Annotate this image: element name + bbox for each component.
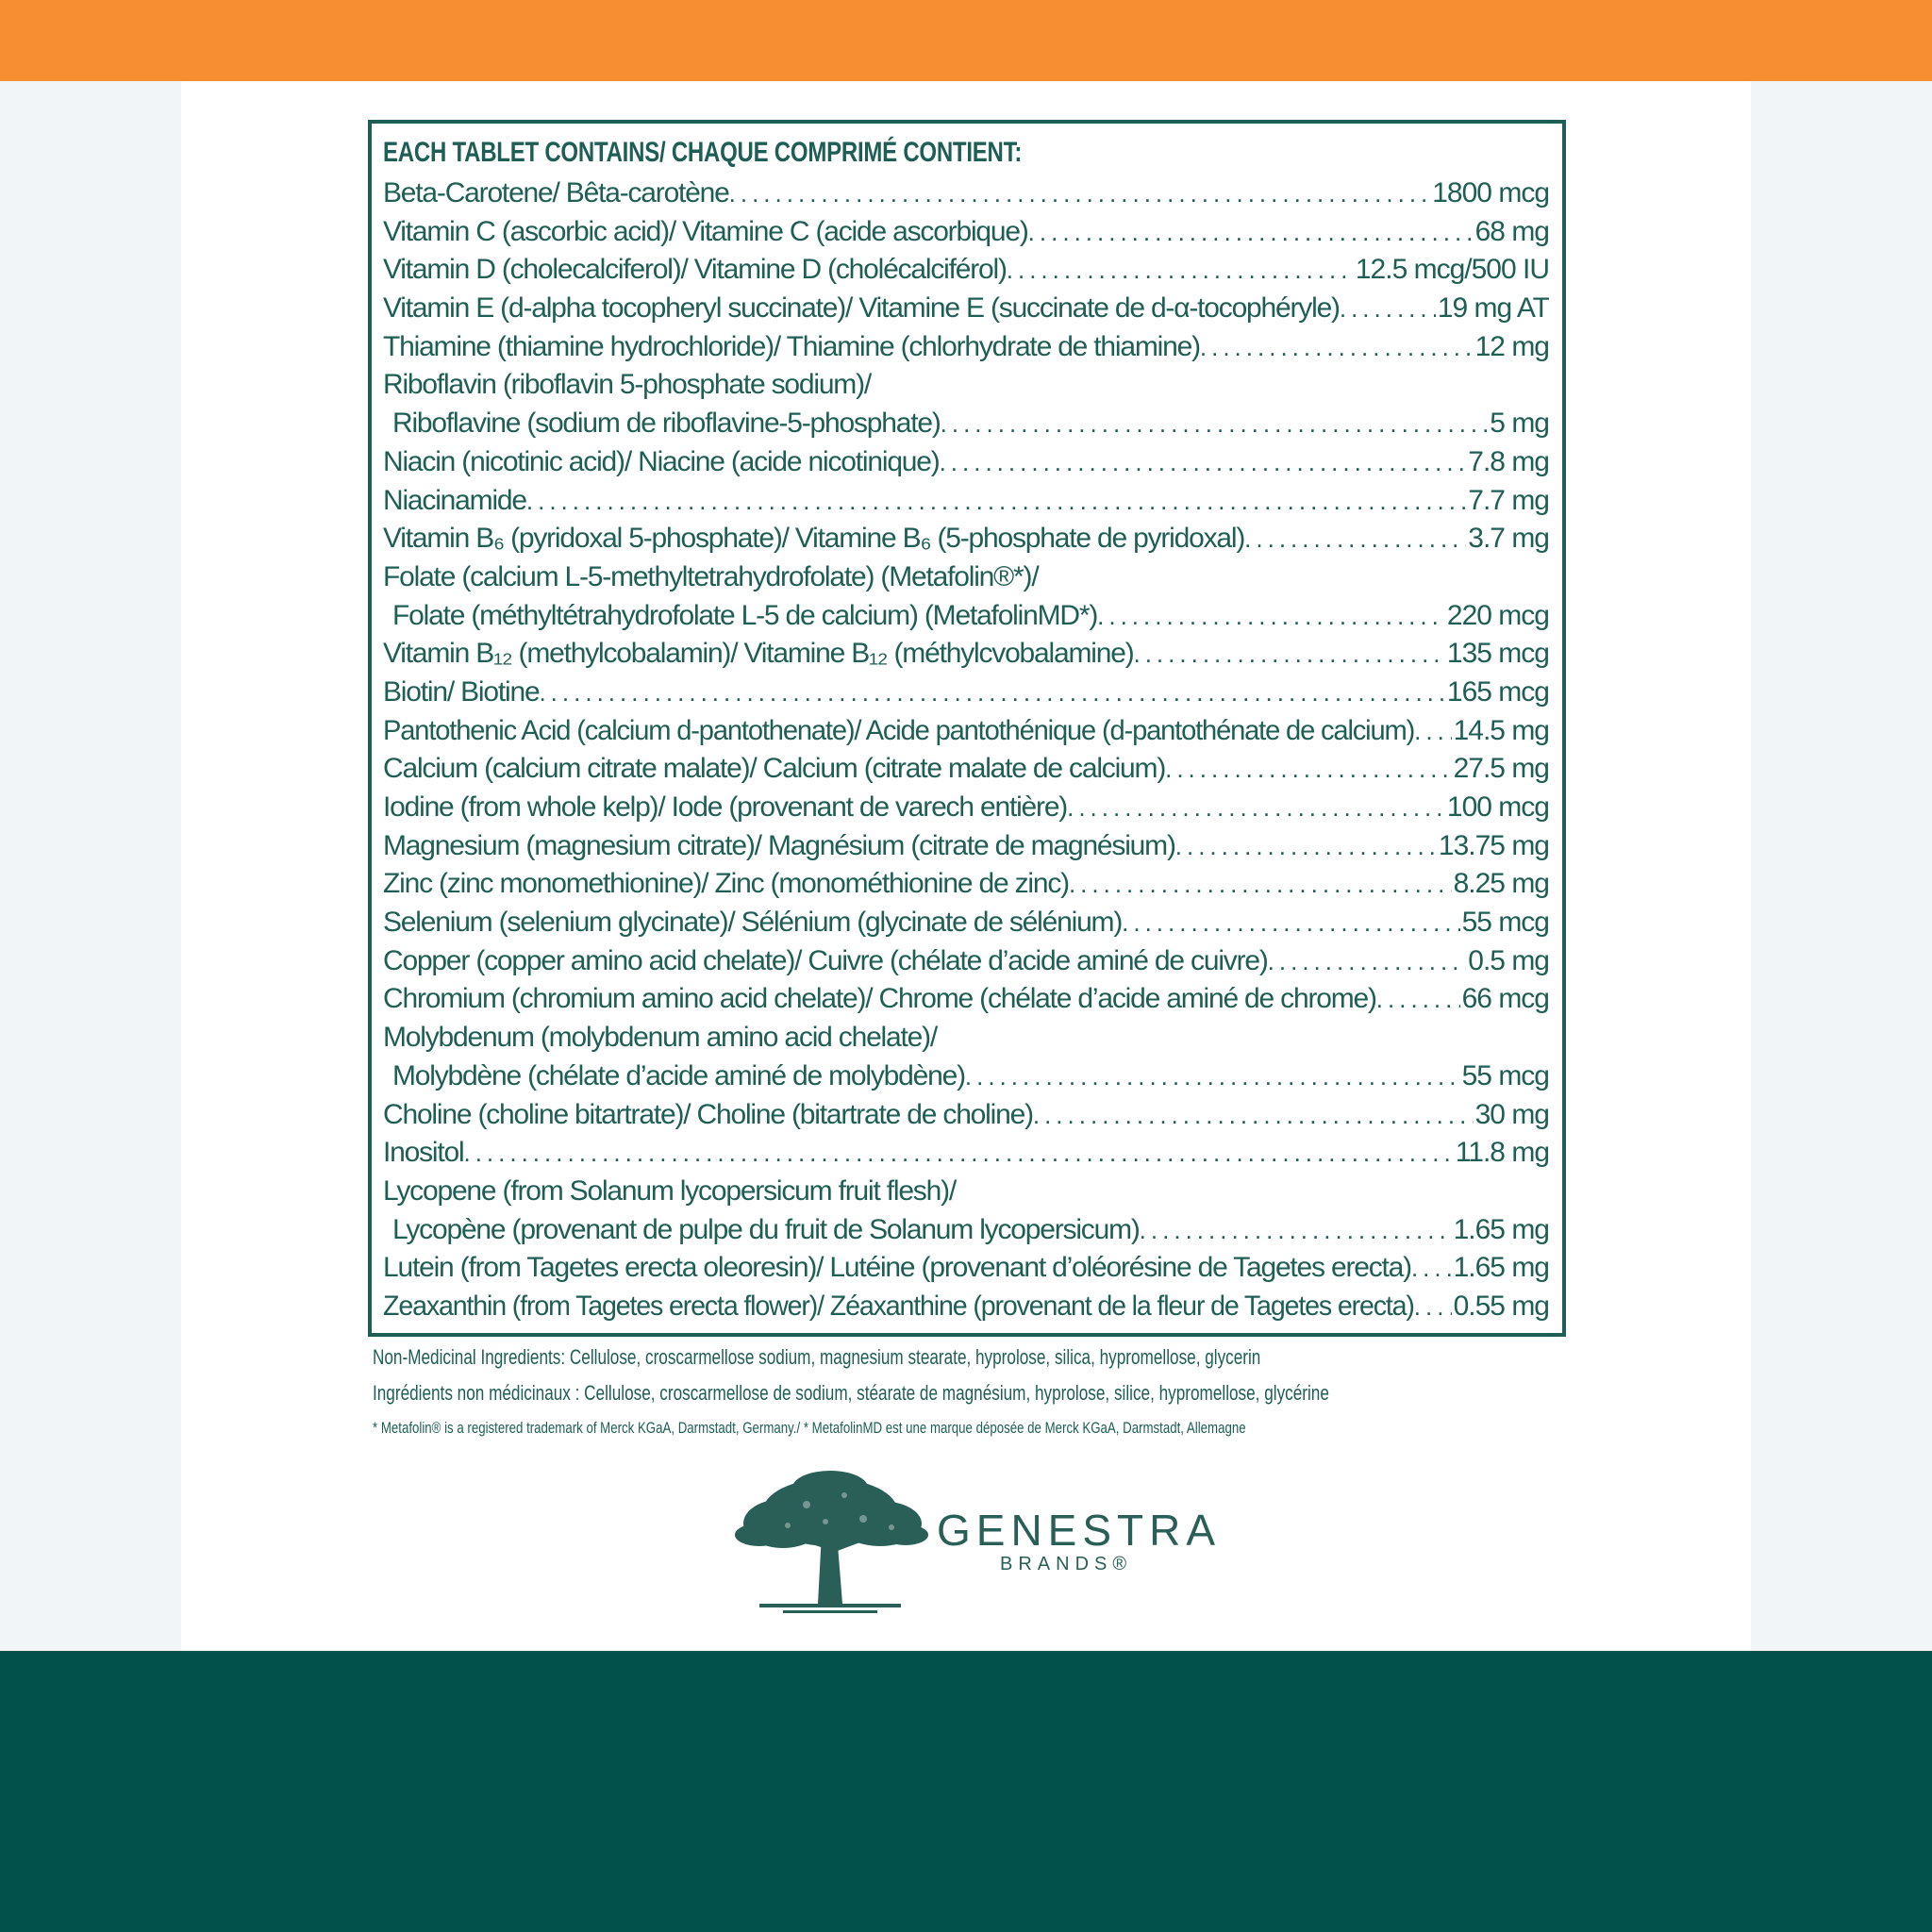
ingredient-row — [383, 213, 1549, 252]
ingredient-row — [383, 1019, 1549, 1058]
ingredient-amount: 100 mcg — [1446, 791, 1549, 823]
ingredient-amount: 19 mg AT — [1437, 292, 1549, 325]
dot-leader — [539, 674, 1444, 712]
ingredient-name: Niacinamide — [383, 484, 526, 516]
ingredient-row — [383, 980, 1549, 1019]
ingredient-name: Calcium (calcium citrate malate)/ Calcium (citrate malate de calcium) — [383, 753, 1166, 785]
ingredient-name: Lycopene (from Solanum lycopersicum fruit flesh)/ — [383, 1174, 957, 1207]
ingredient-name: Vitamin E (d-alpha tocopheryl succinate)/ Vitamine E (succinate de d-α-tocophéryle) — [383, 292, 1340, 325]
ingredient-name: Vitamin B₆ (pyridoxal 5-phosphate)/ Vitamine B₆ (5-phosphate de pyridoxal) — [383, 523, 1245, 555]
ingredient-row — [383, 1211, 1549, 1250]
dot-leader — [1175, 827, 1437, 866]
ingredient-row — [383, 251, 1549, 290]
dot-leader — [463, 1134, 1453, 1173]
ingredient-row — [383, 1096, 1549, 1135]
dot-leader — [1414, 1288, 1452, 1326]
ingredient-name: Zinc (zinc monomethionine)/ Zinc (monométhionine de zinc) — [383, 868, 1069, 900]
ingredient-amount: 135 mcg — [1446, 638, 1549, 670]
dot-leader — [941, 405, 1489, 443]
ingredient-amount: 7.8 mg — [1468, 445, 1549, 477]
ingredient-row — [383, 443, 1549, 482]
ingredient-name: Folate (méthyltétrahydrofolate L-5 de calcium) (MetafolinMD*) — [392, 599, 1098, 631]
ingredient-name: Molybdène (chélate d’acide aminé de molybdène) — [392, 1059, 965, 1091]
ingredient-row — [383, 674, 1549, 712]
ingredient-amount: 13.75 mg — [1438, 829, 1549, 861]
dot-leader — [526, 482, 1466, 521]
ingredient-row — [383, 750, 1549, 789]
ingredient-name: Pantothenic Acid (calcium d-pantothenate)/ Acide pantothénique (d-pantothénate de calcium) — [383, 714, 1415, 746]
ingredient-amount: 11.8 mg — [1455, 1137, 1549, 1169]
ingredient-row — [383, 904, 1549, 942]
ingredient-amount: 12.5 mcg/500 IU — [1355, 254, 1549, 286]
ingredient-name: Thiamine (thiamine hydrochloride)/ Thiamine (chlorhydrate de thiamine) — [383, 330, 1200, 362]
ingredient-amount: 30 mg — [1474, 1098, 1549, 1130]
ingredient-row — [383, 558, 1549, 597]
ingredient-name: Choline (choline bitartrate)/ Choline (bitartrate de choline) — [383, 1098, 1033, 1130]
footnotes — [373, 1340, 1580, 1445]
ingredient-row — [383, 712, 1549, 751]
ingredient-name: Vitamin C (ascorbic acid)/ Vitamine C (acide ascorbique) — [383, 215, 1028, 247]
ingredient-amount: 8.25 mg — [1453, 868, 1549, 900]
ingredient-row — [383, 1288, 1549, 1326]
ingredient-amount: 7.7 mg — [1468, 484, 1549, 516]
ingredient-amount: 27.5 mg — [1453, 753, 1549, 785]
ingredient-amount: 1.65 mg — [1453, 1252, 1549, 1284]
brand-wordmark: GENESTRA — [937, 1506, 1222, 1555]
ingredient-row — [383, 290, 1549, 328]
ingredient-amount: 55 mcg — [1461, 907, 1549, 939]
ingredient-amount: 12 mg — [1474, 330, 1549, 362]
ingredient-name: Magnesium (magnesium citrate)/ Magnésium (citrate de magnésium) — [383, 829, 1175, 861]
ingredient-name: Folate (calcium L-5-methyltetrahydrofolate) (Metafolin®*)/ — [383, 560, 1039, 592]
ingredient-amount: 3.7 mg — [1468, 523, 1549, 555]
ingredient-name: Beta-Carotene/ Bêta-carotène — [383, 177, 729, 208]
dot-leader — [1067, 789, 1445, 827]
ingredient-row — [383, 405, 1549, 443]
ingredient-name: Vitamin B₁₂ (methylcobalamin)/ Vitamine B₁₂ (méthylcvobalamine) — [383, 638, 1134, 670]
dot-leader — [1133, 635, 1444, 674]
dot-leader — [1244, 520, 1466, 558]
ingredient-amount: 220 mcg — [1446, 599, 1549, 631]
ingredient-amount: 14.5 mg — [1453, 714, 1549, 746]
dot-leader — [1033, 1096, 1474, 1135]
ingredient-name: Iodine (from whole kelp)/ Iode (provenant de varech entière) — [383, 791, 1068, 823]
dot-leader — [1340, 290, 1436, 328]
ingredient-name: Zeaxanthin (from Tagetes erecta flower)/ Zéaxanthine (provenant de la fleur de Tagetes erecta) — [383, 1290, 1414, 1322]
ingredient-name: Copper (copper amino acid chelate)/ Cuivre (chélate d’acide aminé de cuivre) — [383, 944, 1268, 976]
ingredients-heading: EACH TABLET CONTAINS/ CHAQUE COMPRIMÉ CONTIENT: — [383, 137, 1023, 168]
dot-leader — [729, 175, 1431, 213]
ingredient-row — [383, 789, 1549, 827]
ingredient-name: Riboflavin (riboflavin 5-phosphate sodium)/ — [383, 369, 872, 401]
dot-leader — [940, 443, 1467, 482]
ingredient-amount: 66 mcg — [1461, 983, 1549, 1015]
ingredient-amount: 165 mcg — [1446, 675, 1549, 708]
genestra-logo — [731, 1467, 1222, 1618]
dot-leader — [1122, 904, 1459, 942]
ingredient-row — [383, 520, 1549, 558]
dot-leader — [1165, 750, 1451, 789]
dot-leader — [1069, 865, 1452, 904]
brand-subtitle: BRANDS® — [1000, 1554, 1133, 1574]
ingredient-name: Riboflavine (sodium de riboflavine-5-phosphate) — [392, 408, 941, 440]
dot-leader — [1140, 1211, 1452, 1250]
ingredient-amount: 1.65 mg — [1453, 1213, 1549, 1245]
ingredient-amount: 0.5 mg — [1468, 944, 1549, 976]
ingredient-name: Inositol — [383, 1137, 464, 1169]
ingredient-row — [383, 827, 1549, 866]
ingredient-amount: 1800 mcg — [1432, 177, 1549, 208]
oak-tree-icon — [731, 1467, 929, 1618]
ingredient-name: Lycopène (provenant de pulpe du fruit de Solanum lycopersicum) — [392, 1213, 1140, 1245]
top-accent-bar — [0, 0, 1932, 81]
ingredients-list — [383, 175, 1549, 1326]
ingredient-row — [383, 597, 1549, 636]
ingredient-row — [383, 366, 1549, 405]
ingredient-name: Biotin/ Biotine — [383, 675, 540, 708]
ingredient-amount: 0.55 mg — [1453, 1290, 1549, 1322]
ingredient-amount: 68 mg — [1474, 215, 1549, 247]
ingredient-name: Lutein (from Tagetes erecta oleoresin)/ Lutéine (provenant d’oléorésine de Tagetes erecta) — [383, 1252, 1411, 1284]
dot-leader — [965, 1058, 1460, 1096]
dot-leader — [1097, 597, 1445, 636]
ingredient-row — [383, 1173, 1549, 1211]
dot-leader — [1376, 980, 1460, 1019]
dot-leader — [1411, 1249, 1452, 1288]
ingredient-name: Niacin (nicotinic acid)/ Niacine (acide nicotinique) — [383, 445, 940, 477]
ingredient-row — [383, 482, 1549, 521]
ingredient-row — [383, 1249, 1549, 1288]
dot-leader — [1414, 712, 1451, 751]
ingredient-row — [383, 1058, 1549, 1096]
dot-leader — [1007, 251, 1354, 290]
dot-leader — [1268, 942, 1467, 981]
ingredient-name: Molybdenum (molybdenum amino acid chelate)/ — [383, 1022, 938, 1054]
ingredient-row — [383, 175, 1549, 213]
non-medicinal-en: Non-Medicinal Ingredients: Cellulose, croscarmellose sodium, magnesium stearate, hyprolose, silica, hypromellose, glycerin — [373, 1345, 1261, 1369]
ingredient-row — [383, 635, 1549, 674]
trademark-note: * Metafolin® is a registered trademark of Merck KGaA, Darmstadt, Germany./ * MetafolinMD est une marque déposée de Merck KGaA, Darmstadt, Allemagne — [373, 1419, 1246, 1437]
ingredient-name: Selenium (selenium glycinate)/ Sélénium (glycinate de sélénium) — [383, 907, 1123, 939]
ingredient-name: Chromium (chromium amino acid chelate)/ Chrome (chélate d’acide aminé de chrome) — [383, 983, 1376, 1015]
ingredient-row — [383, 328, 1549, 367]
ingredient-row — [383, 1134, 1549, 1173]
non-medicinal-fr: Ingrédients non médicinaux : Cellulose, croscarmellose de sodium, stéarate de magnésium, hyprolose, silice, hypromellose, glycérine — [373, 1381, 1329, 1405]
ingredient-row — [383, 942, 1549, 981]
dot-leader — [1028, 213, 1474, 252]
ingredient-row — [383, 865, 1549, 904]
ingredients-panel — [368, 120, 1566, 1337]
dot-leader — [1200, 328, 1474, 367]
bottom-accent-bar — [0, 1651, 1932, 1932]
ingredient-amount: 5 mg — [1490, 408, 1549, 440]
ingredient-name: Vitamin D (cholecalciferol)/ Vitamine D (cholécalciférol) — [383, 254, 1007, 286]
ingredient-amount: 55 mcg — [1461, 1059, 1549, 1091]
